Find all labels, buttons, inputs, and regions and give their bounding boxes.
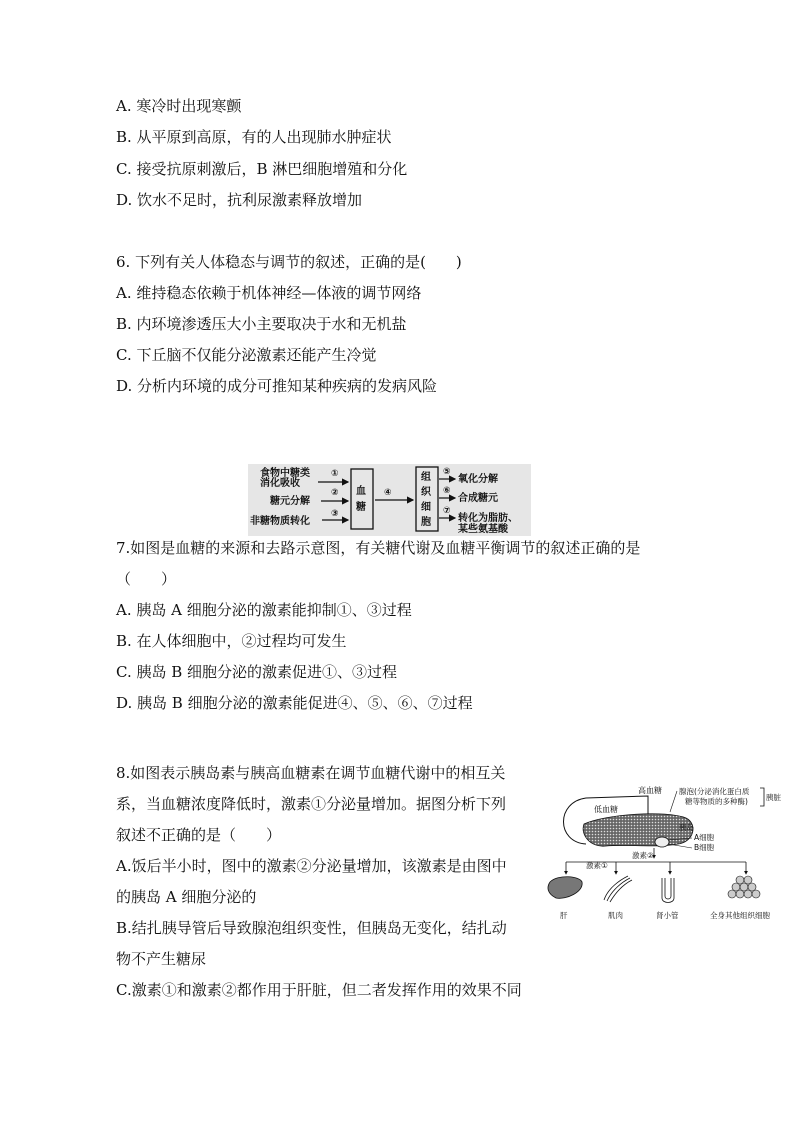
source-nonsugar-label: 非糖物质转化 — [250, 516, 310, 527]
mark-2: ② — [331, 488, 339, 498]
q6-option-d: D. 分析内环境的成分可推知某种疾病的发病风险 — [116, 377, 438, 395]
high-sugar-label: 高血糖 — [638, 786, 662, 795]
target-cells-label: 全身其他组织细胞 — [710, 911, 770, 920]
liver-icon — [548, 877, 582, 899]
q8-line: 系，当血糖浓度降低时，激素①分泌量增加。据图分析下列 — [116, 795, 507, 813]
q5-option-b: B. 从平原到高原，有的人出现肺水肿症状 — [116, 128, 392, 146]
pancreas-shape — [583, 814, 693, 846]
q5-option-c: C. 接受抗原刺激后，B 淋巴细胞增殖和分化 — [116, 160, 408, 178]
q5-option-d: D. 饮水不足时，抗利尿激素释放增加 — [116, 191, 363, 209]
mark-6: ⑥ — [443, 486, 451, 496]
pancreas-hormone-diagram — [546, 782, 790, 922]
output-aminoacid-label: 某些氨基酸 — [458, 524, 508, 535]
b-cell-label: B细胞 — [694, 843, 715, 852]
mark-3: ③ — [331, 509, 339, 519]
source-food-label: 食物中糖类 — [260, 468, 310, 479]
acinus-label-2: 糖等物质的多种酶) — [685, 797, 748, 806]
target-liver-label: 肝 — [560, 911, 568, 920]
q7-option-c: C. 胰岛 B 细胞分泌的激素促进①、③过程 — [116, 663, 398, 681]
right-label-1: 组 — [421, 472, 431, 483]
right-label-3: 细 — [421, 502, 431, 513]
islet-shape — [655, 837, 669, 847]
center-label-1: 血 — [356, 486, 366, 497]
a-cell-label: A细胞 — [694, 833, 715, 842]
right-label-2: 织 — [421, 487, 431, 498]
q8-option-a: A.饭后半小时，图中的激素②分泌量增加，该激素是由图中 — [116, 857, 507, 875]
q8-line: 8.如图表示胰岛素与胰高血糖素在调节血糖代谢中的相互关 — [116, 764, 506, 782]
islet-label: 胰岛 — [679, 823, 694, 832]
hormone-1-label: 激素① — [586, 861, 608, 870]
q6-stem: 6. 下列有关人体稳态与调节的叙述，正确的是( ) — [116, 253, 462, 271]
q6-option-c: C. 下丘脑不仅能分泌激素还能产生冷觉 — [116, 346, 377, 364]
source-digest-label: 消化吸收 — [260, 478, 300, 489]
output-fat-label: 转化为脂肪、 — [458, 513, 518, 524]
q8-option-b: B.结扎胰导管后导致腺泡组织变性，但胰岛无变化，结扎动 — [116, 919, 507, 937]
center-label-2: 糖 — [356, 502, 366, 513]
mark-5: ⑤ — [443, 467, 451, 477]
mark-7: ⑦ — [443, 506, 451, 516]
q6-option-a: A. 维持稳态依赖于机体神经—体液的调节网络 — [116, 284, 422, 302]
muscle-icon — [604, 876, 632, 902]
pancreas-label: 胰脏 — [766, 793, 781, 802]
q7-option-d: D. 胰岛 B 细胞分泌的激素能促进④、⑤、⑥、⑦过程 — [116, 694, 473, 712]
q7-stem-paren: （ ） — [116, 570, 177, 588]
target-muscle-label: 肌肉 — [608, 911, 623, 920]
q7-option-a: A. 胰岛 A 细胞分泌的激素能抑制①、③过程 — [116, 601, 412, 619]
hormone-2-label: 激素② — [632, 851, 654, 860]
q8-option-c: C.激素①和激素②都作用于肝脏，但二者发挥作用的效果不同 — [116, 981, 522, 999]
mark-1: ① — [331, 469, 339, 479]
acinus-label-1: 腺泡(分泌消化蛋白质 — [679, 787, 750, 796]
q8-line: 叙述不正确的是（ ） — [116, 826, 282, 844]
output-oxidize-label: 氧化分解 — [458, 474, 498, 485]
q7-option-b: B. 在人体细胞中，②过程均可发生 — [116, 632, 347, 650]
q5-option-a: A. 寒冷时出现寒颤 — [116, 97, 242, 115]
low-sugar-label: 低血糖 — [594, 805, 618, 814]
body-cells-icon — [728, 876, 760, 898]
output-glycogen-label: 合成糖元 — [458, 493, 498, 504]
mark-4: ④ — [384, 488, 392, 498]
blood-sugar-diagram — [248, 464, 531, 536]
kidney-tubule-icon — [662, 878, 674, 903]
q6-option-b: B. 内环境渗透压大小主要取决于水和无机盐 — [116, 315, 407, 333]
q8-line: 的胰岛 A 细胞分泌的 — [116, 888, 257, 906]
target-tubule-label: 肾小管 — [656, 911, 679, 920]
source-glycogen-label: 糖元分解 — [270, 496, 310, 507]
q8-line: 物不产生糖尿 — [116, 950, 207, 968]
q7-stem: 7.如图是血糖的来源和去路示意图，有关糖代谢及血糖平衡调节的叙述正确的是 — [116, 539, 641, 557]
right-label-4: 胞 — [421, 517, 431, 528]
q8-block — [116, 758, 548, 1006]
